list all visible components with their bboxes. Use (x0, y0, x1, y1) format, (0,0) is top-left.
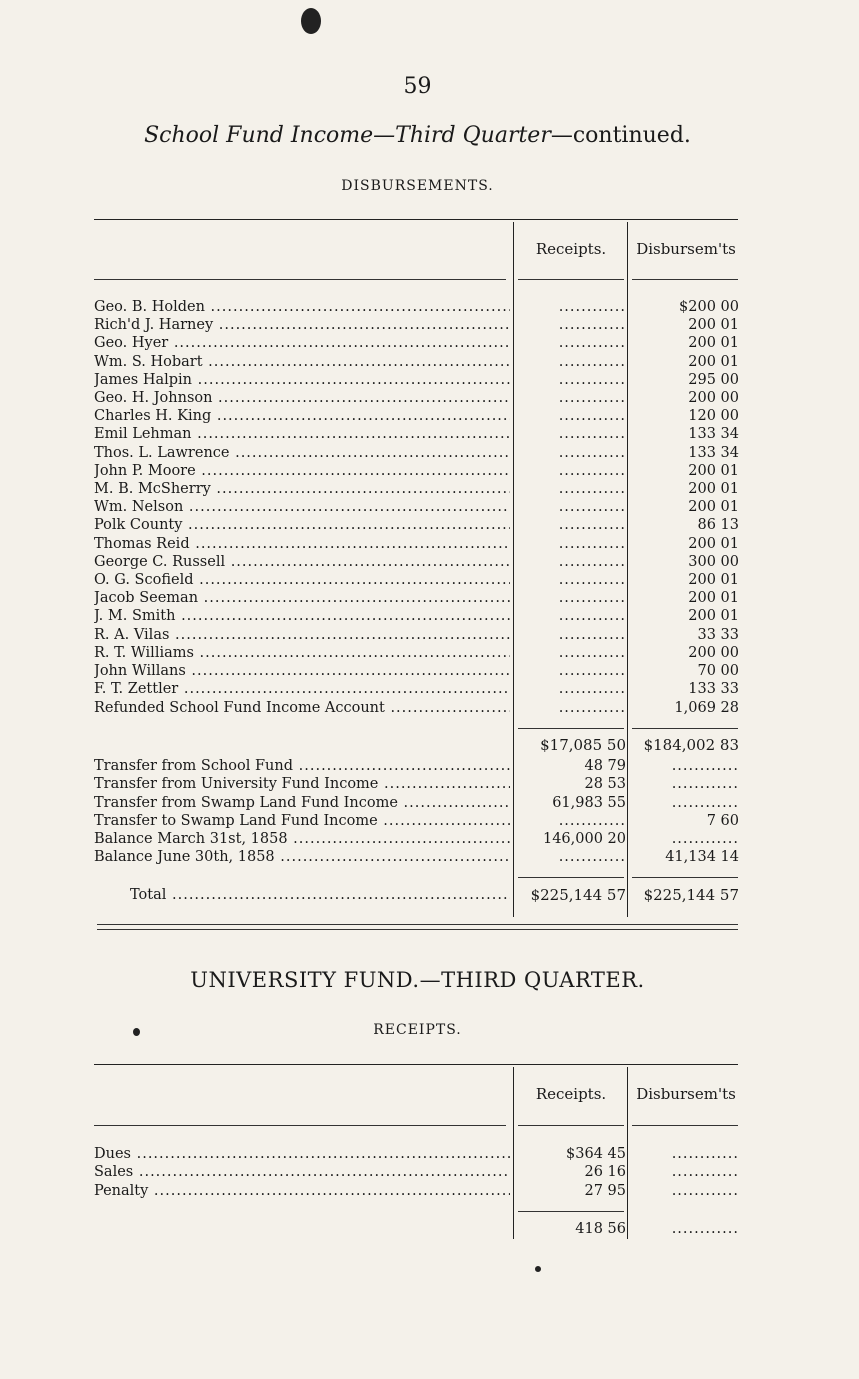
table-row (94, 316, 744, 334)
transfer-row (94, 775, 744, 793)
row-disbursement: 200 01 (688, 463, 739, 479)
row-label: Transfer from University Fund Income ..... (94, 775, 510, 793)
row-disbursement: 200 01 (688, 608, 739, 624)
row-label: Wm. S. Hobart ..... (94, 353, 510, 371)
total-receipts: $225,144 57 (530, 886, 626, 904)
row-receipts: ............ (558, 536, 626, 552)
row-receipts: ............ (558, 335, 626, 351)
row-disbursement: ............ (671, 758, 739, 774)
row-receipts: 146,000 20 (542, 831, 626, 847)
row-receipts: ............ (558, 372, 626, 388)
receipts-heading: RECEIPTS. (373, 1022, 462, 1038)
row-label: John Willans ..... (94, 662, 510, 680)
table-row (94, 644, 744, 662)
row-disbursement: 7 60 (706, 813, 739, 829)
transfer-row (94, 812, 744, 830)
row-label: Polk County ..... (94, 516, 510, 534)
row-disbursement: 1,069 28 (674, 700, 739, 716)
row-disbursement: 133 33 (688, 681, 739, 697)
row-disbursement: 200 00 (688, 645, 739, 661)
table-row (94, 444, 744, 462)
row-label: O. G. Scofield ..... (94, 571, 510, 589)
total-row (130, 886, 744, 904)
table-row (94, 571, 744, 589)
ink-blot (301, 8, 321, 34)
row-label: Rich'd J. Harney ..... (94, 316, 510, 334)
row-receipts: ............ (558, 463, 626, 479)
subtotal-disbursements: $184,002 83 (643, 736, 739, 754)
row-label: Jacob Seeman ..... (94, 589, 510, 607)
row-label: Geo. B. Holden ..... (94, 298, 510, 316)
column-header-receipts: Receipts. (535, 240, 607, 258)
row-label: Balance March 31st, 1858 ..... (94, 830, 510, 848)
row-disbursement: 133 34 (688, 445, 739, 461)
row-disbursement: 200 01 (688, 335, 739, 351)
transfer-row (94, 830, 744, 848)
table-row (94, 425, 744, 443)
row-receipts: ............ (558, 663, 626, 679)
section-title (0, 123, 835, 148)
row-disbursement: 300 00 (688, 554, 739, 570)
university-header-rule-label (94, 1125, 506, 1126)
row-receipts: $364 45 (566, 1146, 626, 1162)
table-row (94, 353, 744, 371)
university-header-rule-disbursements (632, 1125, 738, 1126)
subtotal-row (94, 736, 744, 754)
table-row (94, 334, 744, 352)
disbursements-heading: DISBURSEMENTS. (341, 178, 494, 194)
row-receipts: ............ (558, 700, 626, 716)
row-disbursement: 200 01 (688, 499, 739, 515)
row-receipts: ............ (558, 554, 626, 570)
row-label: R. T. Williams ..... (94, 644, 510, 662)
subtotal-rule-receipts (518, 728, 624, 729)
row-receipts: ............ (558, 627, 626, 643)
university-total-receipts: 418 56 (575, 1221, 626, 1237)
row-disbursement: ............ (671, 776, 739, 792)
row-receipts: ............ (558, 849, 626, 865)
row-receipts: ............ (558, 608, 626, 624)
table-row (94, 516, 744, 534)
table-row (94, 1182, 744, 1200)
double-rule-top (97, 924, 738, 925)
row-receipts: ............ (558, 813, 626, 829)
university-total-row (94, 1220, 744, 1238)
table-row (94, 389, 744, 407)
table-row (94, 298, 744, 316)
header-rule-receipts (518, 279, 624, 280)
table-row (94, 553, 744, 571)
row-receipts: ............ (558, 499, 626, 515)
row-label: Sales ..... (94, 1163, 510, 1181)
university-fund-title: UNIVERSITY FUND.—THIRD QUARTER. (190, 968, 645, 992)
row-receipts: 26 16 (584, 1164, 626, 1180)
row-receipts: ............ (558, 445, 626, 461)
university-table-top-rule (94, 1064, 738, 1065)
university-header-rule-receipts (518, 1125, 624, 1126)
row-disbursement: ............ (671, 1183, 739, 1199)
table-row (94, 626, 744, 644)
row-label: Balance June 30th, 1858 ..... (94, 848, 510, 866)
row-disbursement: 200 01 (688, 354, 739, 370)
row-label: Emil Lehman ..... (94, 425, 510, 443)
row-label: J. M. Smith ..... (94, 607, 510, 625)
row-receipts: ............ (558, 390, 626, 406)
row-label: Wm. Nelson ..... (94, 498, 510, 516)
table-row (94, 407, 744, 425)
section-title-main: School Fund Income—Third Quarter (144, 123, 551, 148)
university-column-header-disbursements: Disbursem'ts (636, 1085, 736, 1103)
table-top-rule (94, 219, 738, 220)
row-receipts: ............ (558, 299, 626, 315)
table-row (94, 535, 744, 553)
row-label: Transfer from School Fund ..... (94, 757, 510, 775)
row-label: R. A. Vilas ..... (94, 626, 510, 644)
row-disbursement: 200 01 (688, 572, 739, 588)
row-label: Charles H. King ..... (94, 407, 510, 425)
row-disbursement: 200 01 (688, 590, 739, 606)
header-rule-label (94, 279, 506, 280)
transfer-row (94, 794, 744, 812)
table-row (94, 498, 744, 516)
row-disbursement: ............ (671, 831, 739, 847)
row-receipts: ............ (558, 572, 626, 588)
row-disbursement: $200 00 (679, 299, 739, 315)
table-row (94, 662, 744, 680)
row-receipts: ............ (558, 354, 626, 370)
row-disbursement: 200 00 (688, 390, 739, 406)
row-disbursement: 295 00 (688, 372, 739, 388)
row-receipts: ............ (558, 426, 626, 442)
table-row (94, 680, 744, 698)
row-label: Geo. H. Johnson ..... (94, 389, 510, 407)
total-label: Total ..... (130, 886, 510, 904)
total-rule-disbursements (632, 877, 738, 878)
row-disbursement: ............ (671, 1164, 739, 1180)
university-total-disbursements: ............ (671, 1221, 739, 1237)
row-label: James Halpin ..... (94, 371, 510, 389)
row-disbursement: 200 01 (688, 536, 739, 552)
row-receipts: 27 95 (584, 1183, 626, 1199)
table-row (94, 607, 744, 625)
table-row (94, 699, 744, 717)
row-label: Thos. L. Lawrence ..... (94, 444, 510, 462)
table-row (94, 371, 744, 389)
row-receipts: ............ (558, 317, 626, 333)
row-disbursement: ............ (671, 795, 739, 811)
column-header-disbursements: Disbursem'ts (636, 240, 736, 258)
row-receipts: ............ (558, 481, 626, 497)
row-label: John P. Moore ..... (94, 462, 510, 480)
row-receipts: ............ (558, 408, 626, 424)
double-rule-bottom (97, 929, 738, 930)
row-receipts: ............ (558, 645, 626, 661)
transfer-row (94, 757, 744, 775)
row-disbursement: 120 00 (688, 408, 739, 424)
row-receipts: ............ (558, 517, 626, 533)
table-row (94, 480, 744, 498)
subtotal-receipts: $17,085 50 (540, 736, 626, 754)
row-receipts: 48 79 (584, 758, 626, 774)
university-column-header-receipts: Receipts. (535, 1085, 607, 1103)
table-row (94, 462, 744, 480)
row-disbursement: 200 01 (688, 481, 739, 497)
total-disbursements: $225,144 57 (643, 886, 739, 904)
table-row (94, 589, 744, 607)
header-rule-disbursements (632, 279, 738, 280)
page-number: 59 (403, 74, 432, 99)
section-title-suffix: —continued. (550, 123, 691, 148)
row-label: Transfer from Swamp Land Fund Income ..... (94, 794, 510, 812)
ink-speck (133, 1028, 140, 1036)
row-label: Thomas Reid ..... (94, 535, 510, 553)
table-row (94, 1145, 744, 1163)
row-disbursement: 41,134 14 (665, 849, 739, 865)
row-receipts: ............ (558, 681, 626, 697)
row-receipts: 28 53 (584, 776, 626, 792)
row-label: M. B. McSherry ..... (94, 480, 510, 498)
total-rule-receipts (518, 877, 624, 878)
transfer-row (94, 848, 744, 866)
row-label: George C. Russell ..... (94, 553, 510, 571)
row-receipts: 61,983 55 (552, 795, 626, 811)
row-disbursement: 70 00 (697, 663, 739, 679)
row-disbursement: ............ (671, 1146, 739, 1162)
row-label: Geo. Hyer ..... (94, 334, 510, 352)
row-receipts: ............ (558, 590, 626, 606)
subtotal-rule-disbursements (632, 728, 738, 729)
ink-speck (535, 1266, 541, 1272)
row-label: Refunded School Fund Income Account ..... (94, 699, 510, 717)
university-total-rule-receipts (518, 1211, 624, 1212)
table-row (94, 1163, 744, 1181)
row-label: Dues ..... (94, 1145, 510, 1163)
row-disbursement: 200 01 (688, 317, 739, 333)
row-label: F. T. Zettler ..... (94, 680, 510, 698)
row-label: Transfer to Swamp Land Fund Income ..... (94, 812, 510, 830)
row-disbursement: 133 34 (688, 426, 739, 442)
row-label: Penalty ..... (94, 1182, 510, 1200)
row-disbursement: 33 33 (697, 627, 739, 643)
row-disbursement: 86 13 (697, 517, 739, 533)
